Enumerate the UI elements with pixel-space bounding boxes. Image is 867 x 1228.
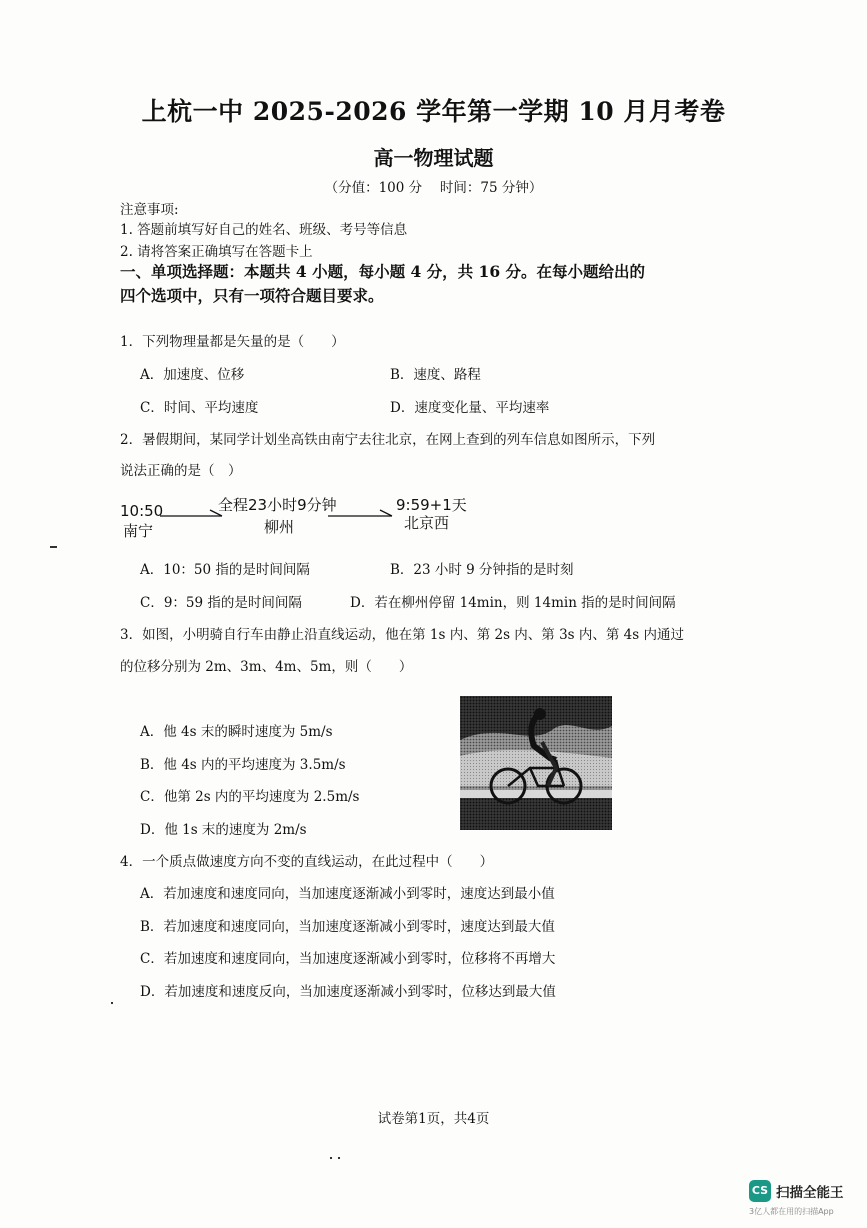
notice-item: 2. 请将答案正确填写在答题卡上 [120, 244, 313, 260]
notice-heading: 注意事项: [120, 202, 179, 218]
question-4-option-b: B．若加速度和速度同向，当加速度逐渐减小到零时，速度达到最大值 [140, 919, 555, 935]
question-4-stem: 4．一个质点做速度方向不变的直线运动，在此过程中（ ） [120, 854, 494, 870]
scan-speck [338, 1157, 340, 1159]
route-depart-time: 10:50 [120, 502, 164, 520]
question-3-option-a: A．他 4s 末的瞬时速度为 5m/s [140, 724, 333, 740]
scanner-app-name: 扫描全能王 [776, 1185, 844, 1201]
question-3-stem-line2: 的位移分别为 2m、3m、4m、5m，则（ ） [120, 659, 413, 675]
section-heading-line2: 四个选项中，只有一项符合题目要求。 [120, 286, 384, 305]
route-via-station: 柳州 [264, 518, 295, 536]
scanner-watermark [749, 1180, 857, 1220]
exam-title: 上杭一中 2025-2026 学年第一学期 10 月月考卷 [141, 97, 726, 126]
route-arrow-icon [160, 508, 224, 522]
route-arrive-time: 9:59+1天 [396, 496, 467, 514]
scan-speck [330, 1157, 332, 1159]
cyclist-photo [460, 696, 612, 830]
route-depart-station: 南宁 [123, 522, 154, 540]
question-1-option-a: A．加速度、位移 [140, 367, 245, 383]
question-2-option-c: C．9：59 指的是时间间隔 [140, 595, 302, 611]
page-number: 试卷第1页，共4页 [377, 1111, 490, 1127]
question-2-stem-line1: 2．暑假期间，某同学计划坐高铁由南宁去往北京，在网上查到的列车信息如图所示，下列 [120, 432, 656, 448]
question-2-option-a: A．10：50 指的是时间间隔 [140, 562, 310, 578]
question-2-stem-line2: 说法正确的是（ ） [120, 463, 242, 479]
score-time-line: （分值：100 分 时间：75 分钟） [324, 180, 543, 196]
question-4-option-a: A．若加速度和速度同向，当加速度逐渐减小到零时，速度达到最小值 [140, 886, 555, 902]
route-arrow-icon [328, 508, 394, 522]
question-1-option-b: B．速度、路程 [390, 367, 481, 383]
question-2-option-b: B．23 小时 9 分钟指的是时刻 [390, 562, 574, 578]
question-1-stem: 1．下列物理量都是矢量的是（ ） [120, 334, 345, 350]
scan-speck [111, 1002, 113, 1004]
route-arrive-station: 北京西 [404, 514, 450, 532]
scan-speck [50, 546, 57, 548]
question-4-option-c: C．若加速度和速度同向，当加速度逐渐减小到零时，位移将不再增大 [140, 951, 556, 967]
question-3-option-d: D．他 1s 末的速度为 2m/s [140, 822, 307, 838]
question-3-stem-line1: 3．如图，小明骑自行车由静止沿直线运动，他在第 1s 内、第 2s 内、第 3s 内、第 4s 内通过 [120, 627, 684, 643]
cs-logo-icon: CS [749, 1180, 771, 1202]
route-duration: 全程23小时9分钟 [218, 496, 337, 514]
notice-item: 1. 答题前填写好自己的姓名、班级、考号等信息 [120, 222, 408, 238]
scanner-tagline: 3亿人都在用的扫描App [749, 1207, 834, 1216]
question-3-option-b: B．他 4s 内的平均速度为 3.5m/s [140, 757, 346, 773]
section-heading-line1: 一、单项选择题：本题共 4 小题，每小题 4 分，共 16 分。在每小题给出的 [120, 262, 646, 281]
question-4-option-d: D．若加速度和速度反向，当加速度逐渐减小到零时，位移达到最大值 [140, 984, 556, 1000]
question-3-option-c: C．他第 2s 内的平均速度为 2.5m/s [140, 789, 360, 805]
question-1-option-d: D．速度变化量、平均速率 [390, 400, 550, 416]
question-2-option-d: D．若在柳州停留 14min，则 14min 指的是时间间隔 [350, 595, 676, 611]
question-1-option-c: C．时间、平均速度 [140, 400, 259, 416]
exam-subtitle: 高一物理试题 [373, 146, 494, 170]
